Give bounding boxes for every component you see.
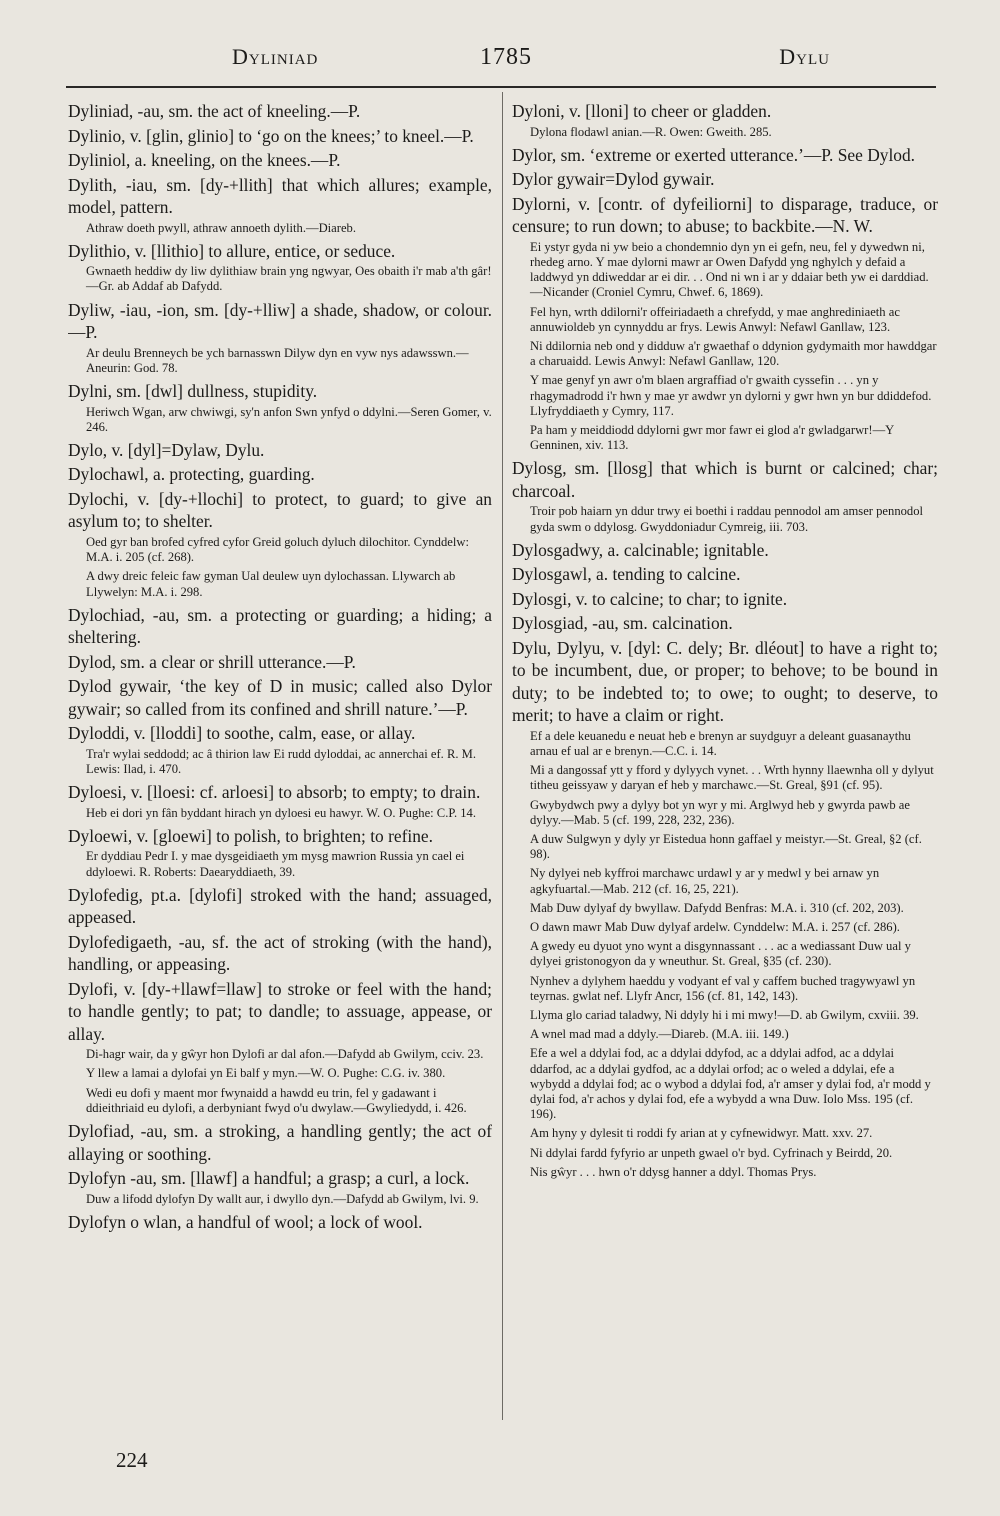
citation: Mi a dangossaf ytt y fford y dylyych vynet. . . Wrth hynny llaewnha oll y dylyut titheu geissyaw y daryan ef heb y marchawc.—St. Greal, §91 (cf. 95). [530, 763, 934, 793]
dictionary-entry: Dylosgiad, -au, sm. calcination. [512, 613, 733, 634]
dictionary-entry: Dylod, sm. a clear or shrill utterance.—P. [68, 651, 356, 672]
citation: Fel hyn, wrth ddilorni'r offeiriadaeth a chrefydd, y mae anghrediniaeth ac annuwioldeb yn cynnyddu ar frys. Lewis Anwyl: Nefawl Ganllaw, 123. [530, 304, 900, 334]
dictionary-entry: Dylinio, v. [glin, glinio] to ‘go on the knees;’ to kneel.—P. [68, 125, 474, 146]
right-column [512, 100, 938, 1430]
running-header [66, 44, 936, 74]
citation: Heriwch Wgan, arw chwiwgi, sy'n anfon Swn ynfyd o ddylni.—Seren Gomer, v. 246. [86, 404, 492, 434]
dictionary-entry: Dyloewi, v. [gloewi] to polish, to brighten; to refine. [68, 825, 433, 846]
dictionary-entry: Dylu, Dylyu, v. [dyl: C. dely; Br. dléout] to have a right to; to be incumbent, due, or proper; to behove; to be bound in duty; to be indebted to; to owe; to ought; to deserve, to merit; to have a claim or right. [512, 637, 938, 726]
citation: Nis gŵyr . . . hwn o'r ddysg hanner a ddyl. Thomas Prys. [530, 1164, 817, 1179]
dictionary-entry: Dyloesi, v. [lloesi: cf. arloesi] to absorb; to empty; to drain. [68, 782, 481, 803]
dictionary-entry: Dyliniad, -au, sm. the act of kneeling.—P. [68, 101, 361, 121]
dictionary-entry: Dyloddi, v. [lloddi] to soothe, calm, ease, or allay. [68, 723, 416, 744]
citation: Er dyddiau Pedr I. y mae dysgeidiaeth ym mysg mawrion Russia yn cael ei ddyloewi. R. Roberts: Daearyddiaeth, 39. [86, 849, 465, 879]
dictionary-entry: Dyloni, v. [lloni] to cheer or gladden. [512, 101, 772, 121]
citation: Am hyny y dylesit ti roddi fy arian at y cyfnewidwyr. Matt. xxv. 27. [530, 1126, 873, 1141]
dictionary-entry: Dylithio, v. [llithio] to allure, entice, or seduce. [68, 240, 396, 261]
citation: O dawn mawr Mab Duw dylyaf ardelw. Cynddelw: M.A. i. 257 (cf. 286). [530, 919, 900, 934]
dictionary-entry: Dylofedigaeth, -au, sf. the act of stroking (with the hand), handling, or appeasing. [68, 931, 492, 975]
citation: Tra'r wylai seddodd; ac â thirion law Ei rudd dyloddai, ac annerchai ef. R. M. Lewis: Ilad, i. 470. [86, 746, 477, 776]
citation: Nynhev a dylyhem haeddu y vodyant ef val y caffem buched tragywyawl yn teyrnas. gwlat nef. Llyfr Ancr, 156 (cf. 81, 142, 143). [530, 973, 916, 1003]
dictionary-entry: Dylochiad, -au, sm. a protecting or guarding; a hiding; a sheltering. [68, 604, 492, 648]
header-first-word: Dyliniad [232, 44, 319, 69]
dictionary-entry: Dylofyn -au, sm. [llawf] a handful; a grasp; a curl, a lock. [68, 1168, 470, 1189]
citation: Llyma glo cariad taladwy, Ni ddyly hi i mi mwy!—D. ab Gwilym, cxviii. 39. [530, 1008, 919, 1022]
left-column [68, 100, 492, 1430]
dictionary-entry: Dylosgawl, a. tending to calcine. [512, 564, 741, 585]
citation: Gwnaeth heddiw dy liw dylithiaw brain yng ngwyar, Oes obaith i'r mab a'th gâr!—Gr. ab Addaf ab Dafydd. [86, 264, 492, 294]
citation: Troir pob haiarn yn ddur trwy ei boethi i raddau pennodol am amser pennodol gyda swm o ddylosg. Gwyddoniadur Cymreig, iii. 703. [530, 504, 924, 534]
citation: Gwybydwch pwy a dylyy bot yn wyr y mi. Arglwyd heb y gwyrda pawb ae dylyy.—Mab. 5 (cf. 199, 228, 232, 236). [530, 797, 910, 827]
citation: Ny dylyei neb kyffroi marchawc urdawl y ar y medwl y bei arnaw yn agkyfuartal.—Mab. 212 (cf. 16, 25, 221). [530, 866, 880, 896]
citation: Ar deulu Brenneych be ych barnasswn Dilyw dyn en vyw nys adawsswn.—Aneurin: God. 78. [86, 345, 469, 375]
citation: Mab Duw dylyaf dy bwyllaw. Dafydd Benfras: M.A. i. 310 (cf. 202, 203). [530, 900, 904, 915]
header-last-word: Dylu [779, 44, 830, 69]
dictionary-entry: Dylod gywair, ‘the key of D in music; called also Dylor gywair; so called from its confined and shrill nature.’—P. [68, 676, 492, 719]
dictionary-entry: Dylor gywair=Dylod gywair. [512, 169, 715, 190]
dictionary-entry: Dylofyn o wlan, a handful of wool; a lock of wool. [68, 1211, 423, 1232]
citation: Heb ei dori yn fân byddant hirach yn dyloesi eu hawyr. W. O. Pughe: C.P. 14. [86, 805, 477, 820]
citation: Duw a lifodd dylofyn Dy wallt aur, i dwyllo dyn.—Dafydd ab Gwilym, lvi. 9. [86, 1191, 479, 1206]
citation: Wedi eu dofi y maent mor fwynaidd a hawdd eu trin, fel y gadawant i ddieithriaid eu dylofi, a derbyniant fwyd o'u dwylaw.—Gwyliedydd, i. 426. [86, 1085, 467, 1115]
dictionary-entry: Dylosg, sm. [llosg] that which is burnt or calcined; char; charcoal. [512, 458, 938, 501]
citation: Athraw doeth pwyll, athraw annoeth dylith.—Diareb. [86, 220, 356, 235]
citation: Ni ddilornia neb ond y didduw a'r gwaethaf o ddynion gydymaith mor hawddgar a charuaidd. Lewis Anwyl: Nefawl Ganllaw, 120. [530, 338, 937, 369]
dictionary-entry: Dylor, sm. ‘extreme or exerted utterance.’—P. See Dylod. [512, 144, 916, 165]
citation: Pa ham y meiddiodd ddylorni gwr mor fawr ei glod a'r gwladgarwr!—Y Genninen, xiv. 113. [530, 422, 894, 453]
dictionary-entry: Dylith, -iau, sm. [dy-+llith] that which allures; example, model, pattern. [68, 174, 492, 217]
dictionary-entry: Dylosgi, v. to calcine; to char; to ignite. [512, 588, 788, 609]
citation: A duw Sulgwyn y dyly yr Eistedua honn gaffael y meistyr.—St. Greal, §2 (cf. 98). [530, 831, 922, 862]
dictionary-entry: Dylofiad, -au, sm. a stroking, a handling gently; the act of allaying or soothing. [68, 1121, 492, 1164]
citation: A wnel mad mad a ddyly.—Diareb. (M.A. iii. 149.) [530, 1027, 789, 1042]
citation: Dylona flodawl anian.—R. Owen: Gweith. 285. [530, 124, 772, 139]
dictionary-entry: Dylni, sm. [dwl] dullness, stupidity. [68, 381, 318, 402]
citation: Efe a wel a ddylai fod, ac a ddylai ddyfod, ac a ddylai adfod, ac a ddylai ddarfod, ac a ddylai gydfod, ac a ddylai orfod; ac o weled a ddylai, efe a wybydd a ddylai fod; ac o wybod a ddylai fod, a'r amser y dylai fod, a'r modd y dylai fod, a'r achos y dylai fod, efe a wybydd a wna Duw. Iolo Mss. 195 (cf. 196). [530, 1046, 931, 1122]
citation: Oed gyr ban brofed cyfred cyfor Greid goluch dyluch dilochitor. Cynddelw: M.A. i. 205 (cf. 268). [86, 534, 469, 565]
citation: A dwy dreic feleic faw gyman Ual deulew uyn dylochassan. Llywarch ab Llywelyn: M.A. i. 298. [86, 569, 456, 599]
dictionary-entry: Dyliniol, a. kneeling, on the knees.—P. [68, 150, 341, 170]
citation: Ef a dele keuanedu e neuat heb e brenyn ar suydguyr a deleant guasanaythu arnau ef ual ar e brenyn.—C.C. i. 14. [530, 728, 911, 758]
dictionary-entry: Dylochawl, a. protecting, guarding. [68, 464, 315, 485]
header-page-number: 1785 [480, 44, 532, 70]
dictionary-entry: Dylorni, v. [contr. of dyfeiliorni] to disparage, traduce, or censure; to run down; to abuse; to backbite.—N. W. [512, 193, 938, 237]
dictionary-entry: Dylosgadwy, a. calcinable; ignitable. [512, 539, 769, 560]
dictionary-entry: Dylofi, v. [dy-+llawf=llaw] to stroke or feel with the hand; to handle gently; to pat; to dandle; to assuage, appease, or allay. [68, 978, 492, 1044]
citation: A gwedy eu dyuot yno wynt a disgynnassant . . . ac a wediassant Duw ual y dylyei gristonogyon da y wneuthur. St. Greal, §35 (cf. 230). [530, 939, 911, 969]
column-divider [502, 92, 503, 1420]
citation: Di-hagr wair, da y gŵyr hon Dylofi ar dal afon.—Dafydd ab Gwilym, cciv. 23. [86, 1047, 484, 1062]
citation: Y mae genyf yn awr o'm blaen argraffiad o'r gwaith cyssefin . . . yn y rhagymadrodd i'r hwn y mae yr awdwr yn dylorni y gwr hwn yn bur ddiddefod. Llyfryddiaeth y Cymry, 117. [530, 373, 932, 418]
footer-page-number: 224 [116, 1448, 148, 1472]
citation: Ei ystyr gyda ni yw beio a chondemnio dyn yn ei gefn, neu, fel y dywedwn ni, rhedeg arno. Y mae dylorni mawr ar Owen Dafydd yng nghylch y defaid a laddwyd yn ddiweddar ar ei dir. . . Ond ni wn i ar y ddaiar beth yw ei darddiad.—Nicander (Croniel Cymru, Chwef. 6, 1869). [530, 239, 929, 300]
header-rule [66, 86, 936, 88]
dictionary-entry: Dyliw, -iau, -ion, sm. [dy-+lliw] a shade, shadow, or colour.—P. [68, 299, 492, 343]
citation: Y llew a lamai a dylofai yn Ei balf y myn.—W. O. Pughe: C.G. iv. 380. [86, 1066, 446, 1081]
dictionary-entry: Dylo, v. [dyl]=Dylaw, Dylu. [68, 439, 265, 460]
dictionary-entry: Dylofedig, pt.a. [dylofi] stroked with the hand; assuaged, appeased. [68, 884, 492, 928]
dictionary-entry: Dylochi, v. [dy-+llochi] to protect, to guard; to give an asylum to; to shelter. [68, 488, 492, 532]
citation: Ni ddylai fardd fyfyrio ar unpeth gwael o'r byd. Cyfrinach y Beirdd, 20. [530, 1145, 893, 1160]
